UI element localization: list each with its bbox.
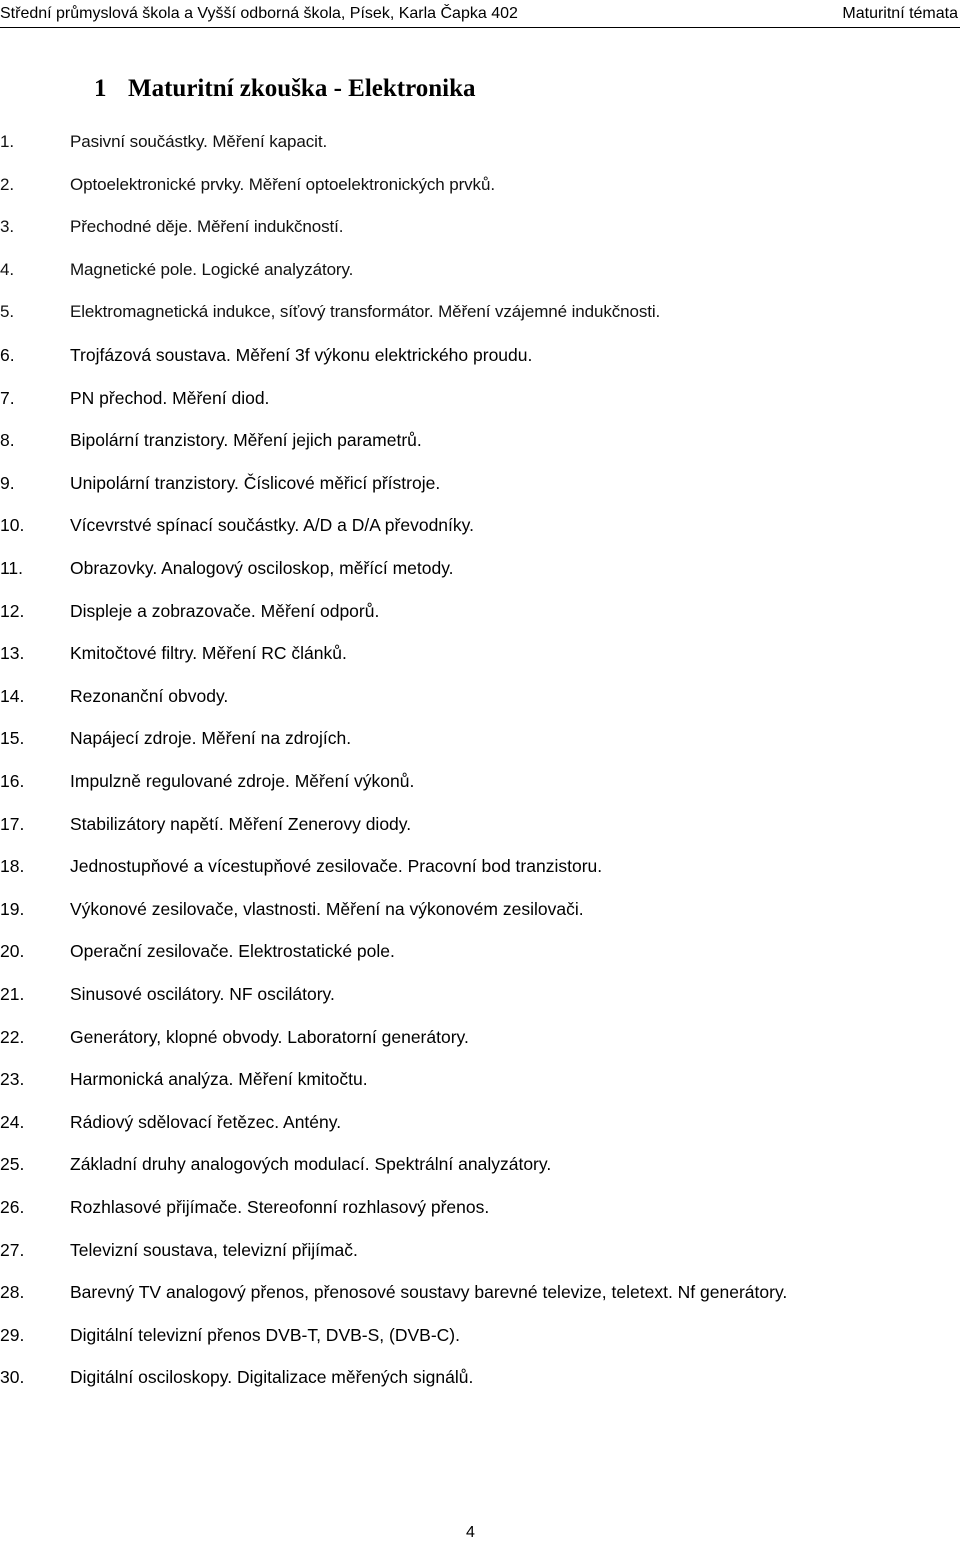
topic-number: 30. (0, 1367, 25, 1387)
topic-number: 26. (0, 1197, 25, 1217)
topic-text: Bipolární tranzistory. Měření jejich parametrů. (70, 430, 422, 450)
topic-number: 28. (0, 1282, 25, 1302)
topic-text: Operační zesilovače. Elektrostatické pole. (70, 941, 395, 961)
topic-number: 13. (0, 643, 25, 663)
topic-text: Obrazovky. Analogový osciloskop, měřící metody. (70, 558, 454, 578)
topic-number: 27. (0, 1240, 25, 1260)
topic-text: Jednostupňové a vícestupňové zesilovače. Pracovní bod tranzistoru. (70, 856, 603, 876)
topic-text: Displeje a zobrazovače. Měření odporů. (70, 601, 380, 621)
topic-number: 14. (0, 686, 25, 706)
header-document-label: Maturitní témata (842, 5, 958, 22)
topic-number: 19. (0, 899, 25, 919)
topic-number: 17. (0, 814, 25, 834)
topic-text: Generátory, klopné obvody. Laboratorní generátory. (70, 1027, 469, 1047)
topic-number: 24. (0, 1112, 25, 1132)
topic-number: 2. (0, 175, 14, 194)
topic-number: 25. (0, 1154, 25, 1174)
topic-number: 3. (0, 217, 14, 236)
topic-text: Kmitočtové filtry. Měření RC článků. (70, 643, 347, 663)
topic-text: Rezonanční obvody. (70, 686, 229, 706)
topic-number: 11. (0, 558, 24, 578)
topic-text: Výkonové zesilovače, vlastnosti. Měření na výkonovém zesilovači. (70, 899, 584, 919)
topic-number: 7. (0, 388, 15, 408)
topic-number: 29. (0, 1325, 25, 1345)
topic-number: 9. (0, 473, 15, 493)
topic-text: Digitální osciloskopy. Digitalizace měřených signálů. (70, 1367, 474, 1387)
topic-text: Pasivní součástky. Měření kapacit. (70, 132, 328, 151)
topic-text: Digitální televizní přenos DVB-T, DVB-S, (DVB-C). (70, 1325, 460, 1345)
topic-number: 10. (0, 515, 25, 535)
topic-number: 8. (0, 430, 15, 450)
topic-number: 5. (0, 302, 14, 321)
topic-text: Stabilizátory napětí. Měření Zenerovy diody. (70, 814, 412, 834)
title-number: 1 (94, 75, 107, 102)
topic-text: Harmonická analýza. Měření kmitočtu. (70, 1069, 368, 1089)
topic-number: 12. (0, 601, 25, 621)
topic-number: 22. (0, 1027, 25, 1047)
topic-text: Napájecí zdroje. Měření na zdrojích. (70, 728, 352, 748)
topic-text: Trojfázová soustava. Měření 3f výkonu elektrického proudu. (70, 345, 533, 365)
topic-text: Základní druhy analogových modulací. Spektrální analyzátory. (70, 1154, 552, 1174)
topic-text: Televizní soustava, televizní přijímač. (70, 1240, 358, 1260)
topic-text: Přechodné děje. Měření indukčností. (70, 217, 344, 236)
topic-number: 20. (0, 941, 25, 961)
title-text: Maturitní zkouška - Elektronika (128, 75, 476, 102)
document-title (94, 72, 476, 106)
topic-number: 18. (0, 856, 25, 876)
topic-text: PN přechod. Měření diod. (70, 388, 270, 408)
header-divider (0, 27, 960, 28)
topic-number: 23. (0, 1069, 25, 1089)
topic-text: Rádiový sdělovací řetězec. Antény. (70, 1112, 342, 1132)
topic-text: Optoelektronické prvky. Měření optoelektronických prvků. (70, 175, 495, 194)
topic-number: 21. (0, 984, 25, 1004)
topic-text: Unipolární tranzistory. Číslicové měřicí přístroje. (70, 473, 441, 493)
topic-number: 16. (0, 771, 25, 791)
page-header (0, 0, 960, 24)
header-school-name: Střední průmyslová škola a Vyšší odborná škola, Písek, Karla Čapka 402 (0, 5, 518, 22)
topic-text: Vícevrstvé spínací součástky. A/D a D/A převodníky. (70, 515, 474, 535)
topic-text: Elektromagnetická indukce, síťový transformátor. Měření vzájemné indukčnosti. (70, 302, 661, 321)
topic-text: Barevný TV analogový přenos, přenosové soustavy barevné televize, teletext. Nf generátory. (70, 1282, 788, 1302)
topic-number: 6. (0, 345, 15, 365)
topic-text: Magnetické pole. Logické analyzátory. (70, 260, 354, 279)
topic-number: 15. (0, 728, 25, 748)
topic-number: 1. (0, 132, 14, 151)
topic-number: 4. (0, 260, 14, 279)
page-number: 4 (466, 1524, 475, 1541)
topic-text: Impulzně regulované zdroje. Měření výkonů. (70, 771, 415, 791)
topic-text: Rozhlasové přijímače. Stereofonní rozhlasový přenos. (70, 1197, 490, 1217)
topic-text: Sinusové oscilátory. NF oscilátory. (70, 984, 335, 1004)
